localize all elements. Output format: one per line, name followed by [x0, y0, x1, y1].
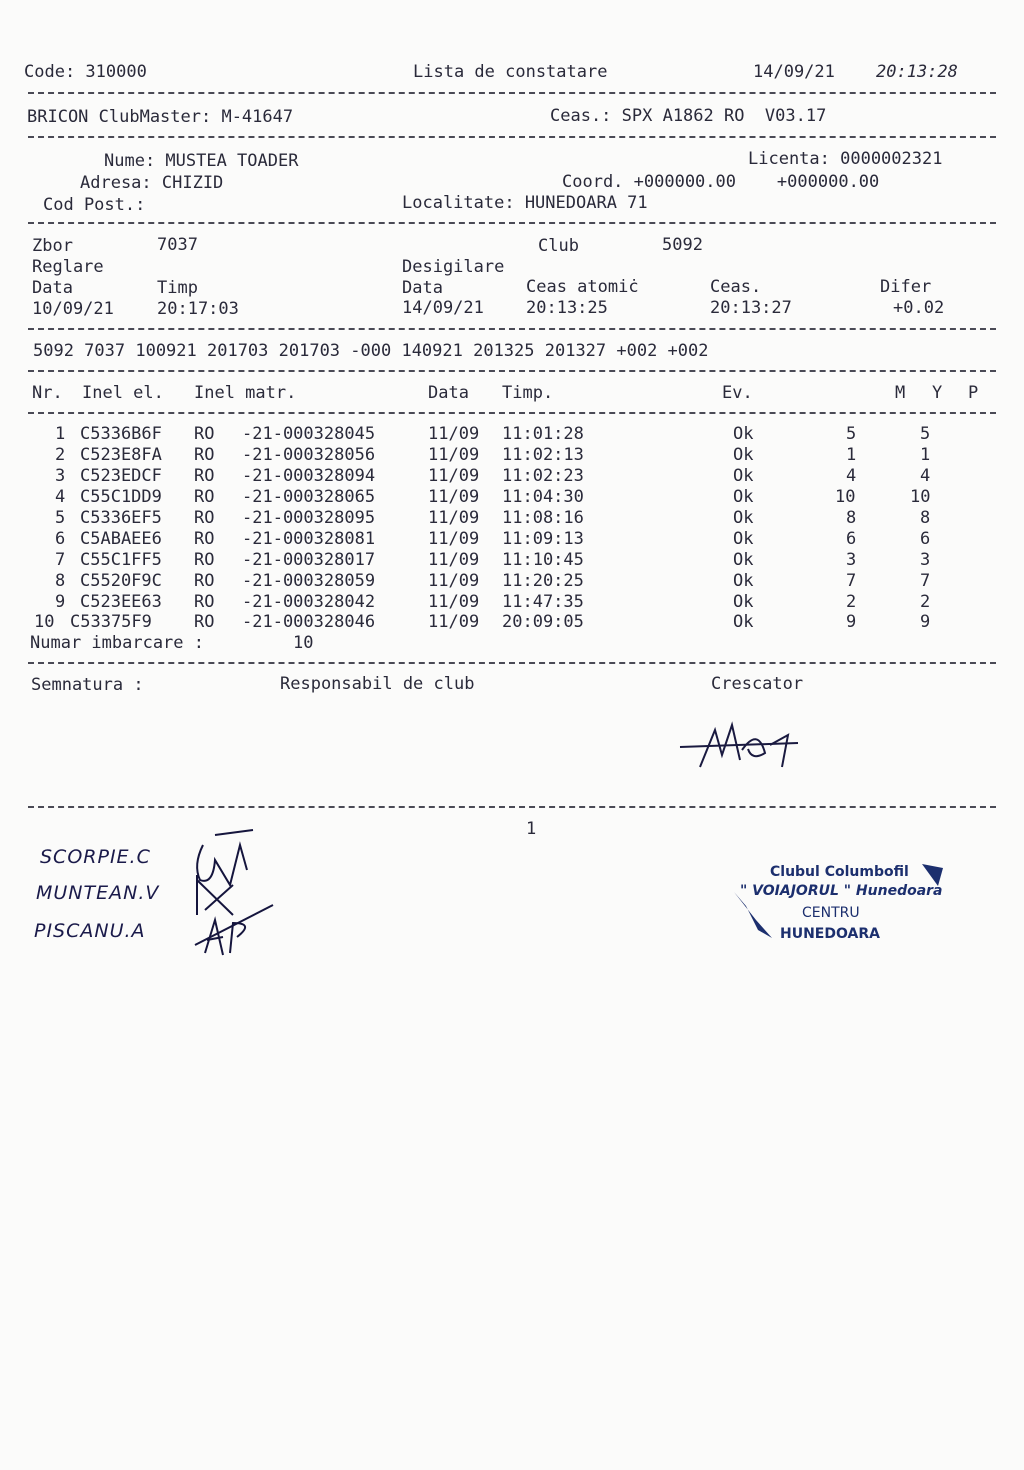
row-nr: 5: [55, 508, 66, 528]
row-nr: 10: [34, 612, 55, 632]
atomic-clock-time: 20:13:25: [526, 298, 608, 318]
row-data: 11/09: [428, 550, 480, 570]
stamp-decoration-icon: [728, 860, 958, 945]
stamp-line: " VOIAJORUL " Hunedoara: [740, 883, 943, 899]
col-ev: Ev.: [722, 383, 753, 403]
row-y: 7: [920, 571, 931, 591]
row-m: 2: [846, 592, 857, 612]
row-y: 5: [920, 424, 931, 444]
row-matr: -21-000328045: [242, 424, 376, 444]
row-inel: C5ABAEE6: [80, 529, 162, 549]
row-inel: C523EE63: [80, 592, 162, 612]
row-nr: 3: [55, 466, 66, 486]
table-row: [0, 487, 960, 507]
flight-number: 7037: [157, 235, 198, 255]
row-y: 3: [920, 550, 931, 570]
row-nr: 2: [55, 445, 66, 465]
row-y: 4: [920, 466, 931, 486]
row-m: 7: [846, 571, 857, 591]
document-title: Lista de constatare: [413, 62, 608, 82]
row-timp: 11:02:23: [502, 466, 584, 486]
row-ro: RO: [194, 550, 215, 570]
row-m: 3: [846, 550, 857, 570]
stamp-line: HUNEDOARA: [780, 926, 880, 942]
clock-time: 20:13:27: [710, 298, 792, 318]
row-nr: 7: [55, 550, 66, 570]
row-ro: RO: [194, 571, 215, 591]
row-data: 11/09: [428, 487, 480, 507]
row-y: 2: [920, 592, 931, 612]
club-responsible-label: Responsabil de club: [280, 674, 475, 694]
col-m: M: [895, 383, 906, 403]
row-matr: -21-000328017: [242, 550, 376, 570]
clock-id: Ceas.: SPX A1862 RO V03.17: [550, 106, 827, 126]
row-y: 9: [920, 612, 931, 632]
setting-time: 20:17:03: [157, 299, 239, 319]
setting-label: Reglare: [32, 257, 104, 277]
table-row: [0, 592, 960, 612]
signature-label: Semnatura :: [31, 675, 144, 695]
club-label: Club: [538, 236, 579, 256]
table-row: [0, 466, 960, 486]
row-data: 11/09: [428, 508, 480, 528]
handwritten-name: PISCANU.A: [34, 920, 146, 942]
table-row: [0, 550, 960, 570]
row-m: 4: [846, 466, 857, 486]
row-inel: C55C1FF5: [80, 550, 162, 570]
row-ro: RO: [194, 592, 215, 612]
postal-code: Cod Post.:: [43, 195, 146, 215]
coordinates: Coord. +000000.00 +000000.00: [562, 172, 880, 192]
breeder-label: Crescator: [711, 674, 804, 694]
stamp-line: CENTRU: [802, 905, 860, 921]
row-data: 11/09: [428, 592, 480, 612]
row-matr: -21-000328065: [242, 487, 376, 507]
row-ev: Ok: [733, 424, 754, 444]
commission-signatures: [185, 825, 280, 970]
setting-time-label: Timp: [157, 278, 198, 298]
row-timp: 11:04:30: [502, 487, 584, 507]
separator: [28, 222, 996, 224]
row-nr: 9: [55, 592, 66, 612]
row-nr: 4: [55, 487, 66, 507]
table-row: [0, 445, 960, 465]
row-nr: 8: [55, 571, 66, 591]
owner-address: Adresa: CHIZID: [80, 173, 224, 193]
setting-date-label: Data: [32, 278, 73, 298]
row-ro: RO: [194, 466, 215, 486]
col-y: Y: [932, 383, 943, 403]
atomic-clock-label: Ceas atomiċ: [526, 277, 639, 297]
table-row: [0, 571, 960, 591]
row-nr: 1: [55, 424, 66, 444]
boarding-count-value: 10: [293, 633, 314, 653]
difference-value: +0.02: [893, 298, 945, 318]
row-y: 1: [920, 445, 931, 465]
row-ro: RO: [194, 508, 215, 528]
col-inel-el: Inel el.: [82, 383, 164, 403]
row-ev: Ok: [733, 550, 754, 570]
separator: [28, 328, 996, 330]
row-matr: -21-000328081: [242, 529, 376, 549]
row-inel: C523E8FA: [80, 445, 162, 465]
row-matr: -21-000328059: [242, 571, 376, 591]
row-ev: Ok: [733, 445, 754, 465]
summary-line: 5092 7037 100921 201703 201703 -000 140921 201325 201327 +002 +002: [33, 341, 709, 361]
separator: [28, 92, 996, 94]
table-row: [0, 529, 960, 549]
separator: [28, 136, 996, 138]
row-ro: RO: [194, 612, 215, 632]
breeder-signature: [670, 705, 820, 775]
row-matr: -21-000328042: [242, 592, 376, 612]
header-date: 14/09/21: [753, 62, 835, 82]
row-inel: C55C1DD9: [80, 487, 162, 507]
row-matr: -21-000328056: [242, 445, 376, 465]
row-matr: -21-000328095: [242, 508, 376, 528]
table-row: [0, 424, 960, 444]
col-data: Data: [428, 383, 469, 403]
row-inel: C5336B6F: [80, 424, 162, 444]
row-timp: 11:08:16: [502, 508, 584, 528]
table-row: [0, 612, 960, 632]
row-m: 1: [846, 445, 857, 465]
setting-date: 10/09/21: [32, 299, 114, 319]
row-timp: 11:01:28: [502, 424, 584, 444]
row-ro: RO: [194, 424, 215, 444]
row-m: 5: [846, 424, 857, 444]
row-data: 11/09: [428, 612, 480, 632]
row-y: 6: [920, 529, 931, 549]
document-code: Code: 310000: [24, 62, 147, 82]
row-nr: 6: [55, 529, 66, 549]
row-timp: 11:09:13: [502, 529, 584, 549]
separator: [28, 662, 996, 664]
page-number: 1: [526, 819, 537, 839]
row-data: 11/09: [428, 424, 480, 444]
row-y: 8: [920, 508, 931, 528]
row-m: 8: [846, 508, 857, 528]
clock-label: Ceas.: [710, 277, 762, 297]
row-timp: 11:02:13: [502, 445, 584, 465]
row-ro: RO: [194, 529, 215, 549]
flight-label: Zbor: [32, 236, 73, 256]
locality: Localitate: HUNEDOARA 71: [402, 193, 648, 213]
unsealing-label: Desigilare: [402, 257, 505, 277]
header-time: 20:13:28: [876, 62, 958, 82]
stamp-line: Clubul Columbofil: [770, 864, 909, 880]
row-ro: RO: [194, 445, 215, 465]
row-ev: Ok: [733, 466, 754, 486]
row-ev: Ok: [733, 529, 754, 549]
row-inel: C53375F9: [70, 612, 152, 632]
row-ev: Ok: [733, 508, 754, 528]
row-inel: C523EDCF: [80, 466, 162, 486]
row-ev: Ok: [733, 571, 754, 591]
row-timp: 11:47:35: [502, 592, 584, 612]
separator: [28, 412, 996, 414]
license: Licenta: 0000002321: [748, 149, 943, 169]
row-matr: -21-000328046: [242, 612, 376, 632]
boarding-count-label: Numar imbarcare :: [30, 633, 204, 653]
handwritten-name: MUNTEAN.V: [36, 882, 160, 904]
row-m: 10: [835, 487, 856, 507]
col-inel-matr: Inel matr.: [194, 383, 297, 403]
separator: [28, 370, 996, 372]
row-inel: C5336EF5: [80, 508, 162, 528]
unsealing-date-label: Data: [402, 278, 443, 298]
row-inel: C5520F9C: [80, 571, 162, 591]
separator: [28, 806, 996, 808]
owner-name: Nume: MUSTEA TOADER: [104, 151, 299, 171]
row-y: 10: [910, 487, 931, 507]
row-matr: -21-000328094: [242, 466, 376, 486]
club-number: 5092: [662, 235, 703, 255]
col-p: P: [968, 383, 979, 403]
row-m: 6: [846, 529, 857, 549]
row-timp: 20:09:05: [502, 612, 584, 632]
row-data: 11/09: [428, 445, 480, 465]
unsealing-date: 14/09/21: [402, 298, 484, 318]
row-m: 9: [846, 612, 857, 632]
row-ev: Ok: [733, 612, 754, 632]
clubmaster-id: BRICON ClubMaster: M-41647: [27, 107, 294, 127]
row-ev: Ok: [733, 487, 754, 507]
col-timp: Timp.: [502, 383, 554, 403]
difference-label: Difer: [880, 277, 932, 297]
row-data: 11/09: [428, 571, 480, 591]
row-timp: 11:10:45: [502, 550, 584, 570]
row-ev: Ok: [733, 592, 754, 612]
handwritten-name: SCORPIE.C: [40, 846, 151, 868]
row-data: 11/09: [428, 466, 480, 486]
row-timp: 11:20:25: [502, 571, 584, 591]
row-data: 11/09: [428, 529, 480, 549]
col-nr: Nr.: [32, 383, 63, 403]
table-row: [0, 508, 960, 528]
row-ro: RO: [194, 487, 215, 507]
